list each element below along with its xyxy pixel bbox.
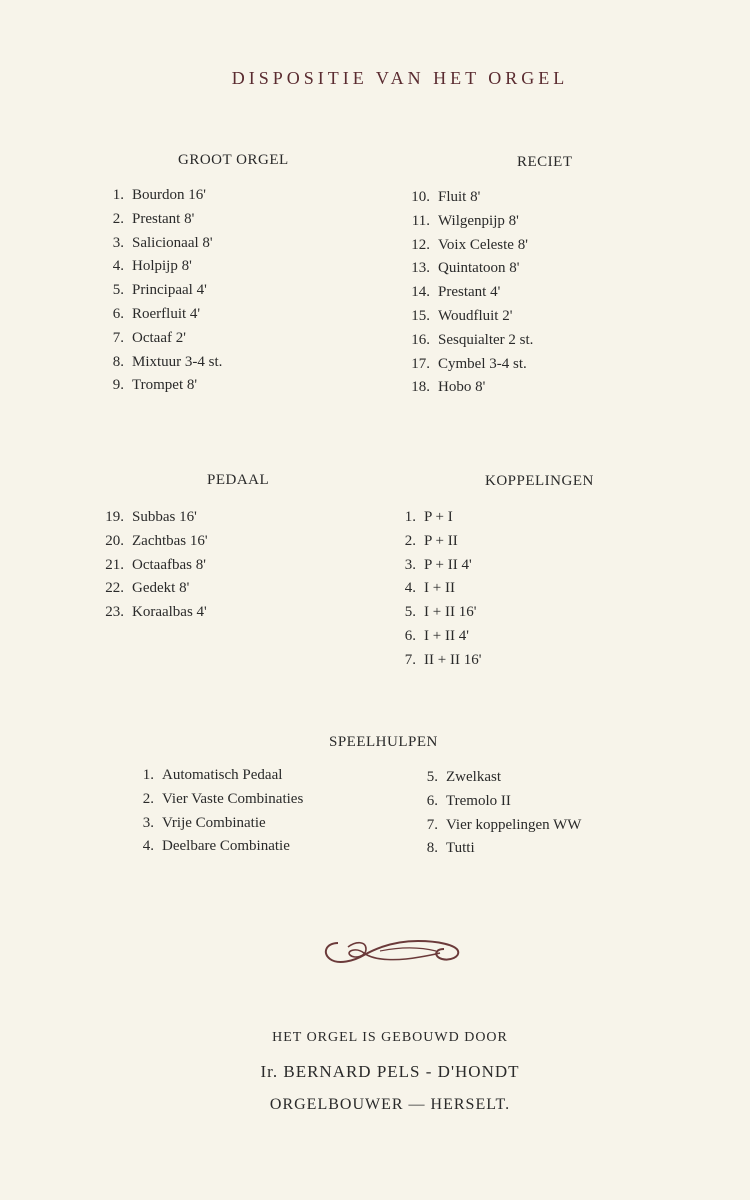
item-number: 4. (404, 580, 416, 597)
item-text: Koraalbas 4' (132, 604, 207, 621)
item-text: P + II (424, 532, 458, 549)
page-title: DISPOSITIE VAN HET ORGEL (231, 68, 569, 88)
item-text: Fluit 8' (438, 189, 481, 205)
item-text: Prestant 4' (438, 284, 501, 301)
item-text: Octaaf 2' (132, 329, 186, 346)
item-number: 13. (411, 260, 430, 277)
item-number: 23. (105, 604, 124, 621)
list-item (96, 232, 222, 256)
list-item (396, 257, 533, 281)
list-item (136, 788, 303, 812)
item-text: Principaal 4' (132, 282, 207, 299)
item-number: 8. (112, 353, 124, 370)
item-text: Zwelkast (446, 769, 501, 785)
item-text: Hobo 8' (438, 379, 486, 396)
item-number: 6. (426, 792, 438, 809)
item-text: Octaafbas 8' (132, 556, 206, 573)
reciet-list (396, 186, 533, 400)
item-text: Holpijp 8' (132, 258, 192, 275)
item-number: 6. (112, 305, 124, 322)
item-text: Vrije Combinatie (162, 814, 266, 831)
list-item (396, 186, 533, 210)
item-number: 16. (411, 331, 430, 348)
item-text: Vier koppelingen WW (446, 816, 582, 833)
list-item (96, 303, 222, 327)
list-item (396, 329, 533, 353)
item-number: 8. (426, 840, 438, 857)
speelhulpen-right-list (416, 766, 581, 861)
koppelingen-heading: KOPPELINGEN (485, 473, 594, 489)
speelhulpen-left-list (136, 764, 303, 859)
item-text: Roerfluit 4' (132, 305, 201, 322)
item-text: Quintatoon 8' (438, 260, 520, 277)
list-item (416, 766, 581, 790)
builder-intro: HET ORGEL IS GEBOUWD DOOR (272, 1030, 508, 1045)
list-item (94, 506, 208, 530)
item-number: 9. (112, 377, 124, 394)
list-item (136, 812, 303, 836)
item-number: 14. (411, 284, 430, 301)
list-item (396, 554, 481, 578)
list-item (96, 374, 222, 398)
item-text: Sesquialter 2 st. (438, 331, 534, 348)
item-text: P + II 4' (424, 556, 472, 573)
item-text: Woudfluit 2' (438, 307, 513, 324)
item-number: 2. (404, 532, 416, 549)
speelhulpen-heading: SPEELHULPEN (329, 734, 438, 750)
groot-orgel-heading: GROOT ORGEL (178, 152, 289, 168)
item-number: 5. (112, 282, 124, 299)
list-item (396, 625, 481, 649)
item-text: I + II 4' (424, 627, 469, 644)
list-item (396, 649, 481, 673)
list-item (396, 305, 533, 329)
item-number: 21. (105, 556, 124, 573)
item-number: 5. (404, 604, 416, 621)
item-number: 12. (411, 236, 430, 253)
item-number: 1. (142, 767, 154, 783)
pedaal-list (94, 506, 208, 625)
list-item (96, 351, 222, 375)
item-number: 1. (404, 509, 416, 525)
item-number: 3. (112, 234, 124, 251)
list-item (96, 327, 222, 351)
item-number: 3. (404, 556, 416, 573)
list-item (94, 601, 208, 625)
item-text: Deelbare Combinatie (162, 838, 290, 855)
list-item (396, 601, 481, 625)
item-text: Wilgenpijp 8' (438, 212, 519, 229)
item-text: Voix Celeste 8' (438, 236, 528, 253)
flourish-ornament-icon (320, 935, 465, 967)
list-item (94, 577, 208, 601)
item-text: Automatisch Pedaal (162, 767, 283, 783)
item-text: Zachtbas 16' (132, 532, 208, 549)
list-item (396, 210, 533, 234)
item-text: Prestant 8' (132, 210, 195, 227)
list-item (416, 837, 581, 861)
item-number: 4. (112, 258, 124, 275)
koppelingen-list (396, 506, 481, 673)
builder-name: Ir. BERNARD PELS - D'HONDT (260, 1062, 520, 1081)
item-text: Bourdon 16' (132, 187, 206, 203)
reciet-heading: RECIET (517, 154, 573, 170)
list-item (396, 353, 533, 377)
item-number: 5. (426, 769, 438, 785)
item-number: 1. (112, 187, 124, 203)
item-number: 10. (411, 189, 430, 205)
list-item (416, 814, 581, 838)
list-item (136, 835, 303, 859)
list-item (96, 255, 222, 279)
pedaal-heading: PEDAAL (207, 472, 270, 488)
item-text: Tutti (446, 840, 475, 857)
list-item (94, 554, 208, 578)
list-item (396, 281, 533, 305)
item-number: 11. (411, 212, 430, 229)
list-item (96, 208, 222, 232)
list-item (396, 234, 533, 258)
list-item (396, 530, 481, 554)
list-item (396, 577, 481, 601)
item-number: 7. (426, 816, 438, 833)
list-item (416, 790, 581, 814)
item-text: Salicionaal 8' (132, 234, 213, 251)
item-number: 2. (112, 210, 124, 227)
item-text: Mixtuur 3-4 st. (132, 353, 223, 370)
list-item (96, 184, 222, 208)
item-number: 2. (142, 790, 154, 807)
item-text: Gedekt 8' (132, 580, 190, 597)
list-item (96, 279, 222, 303)
list-item (396, 506, 481, 530)
item-number: 20. (105, 532, 124, 549)
item-text: I + II 16' (424, 604, 477, 621)
item-number: 18. (411, 379, 430, 396)
groot-orgel-list (96, 184, 222, 398)
item-text: Tremolo II (446, 792, 511, 809)
item-text: Cymbel 3-4 st. (438, 355, 527, 372)
item-number: 19. (105, 509, 124, 525)
item-number: 22. (105, 580, 124, 597)
item-number: 6. (404, 627, 416, 644)
list-item (94, 530, 208, 554)
item-number: 15. (411, 307, 430, 324)
builder-location: ORGELBOUWER — HERSELT. (269, 1096, 511, 1113)
list-item (396, 376, 533, 400)
item-text: II + II 16' (424, 651, 482, 668)
item-text: I + II (424, 580, 455, 597)
item-number: 7. (404, 651, 416, 668)
item-text: Subbas 16' (132, 509, 197, 525)
item-number: 4. (142, 838, 154, 855)
item-text: Vier Vaste Combinaties (162, 790, 304, 807)
item-number: 3. (142, 814, 154, 831)
item-text: Trompet 8' (132, 377, 198, 394)
item-number: 17. (411, 355, 430, 372)
item-text: P + I (424, 509, 453, 525)
item-number: 7. (112, 329, 124, 346)
list-item (136, 764, 303, 788)
